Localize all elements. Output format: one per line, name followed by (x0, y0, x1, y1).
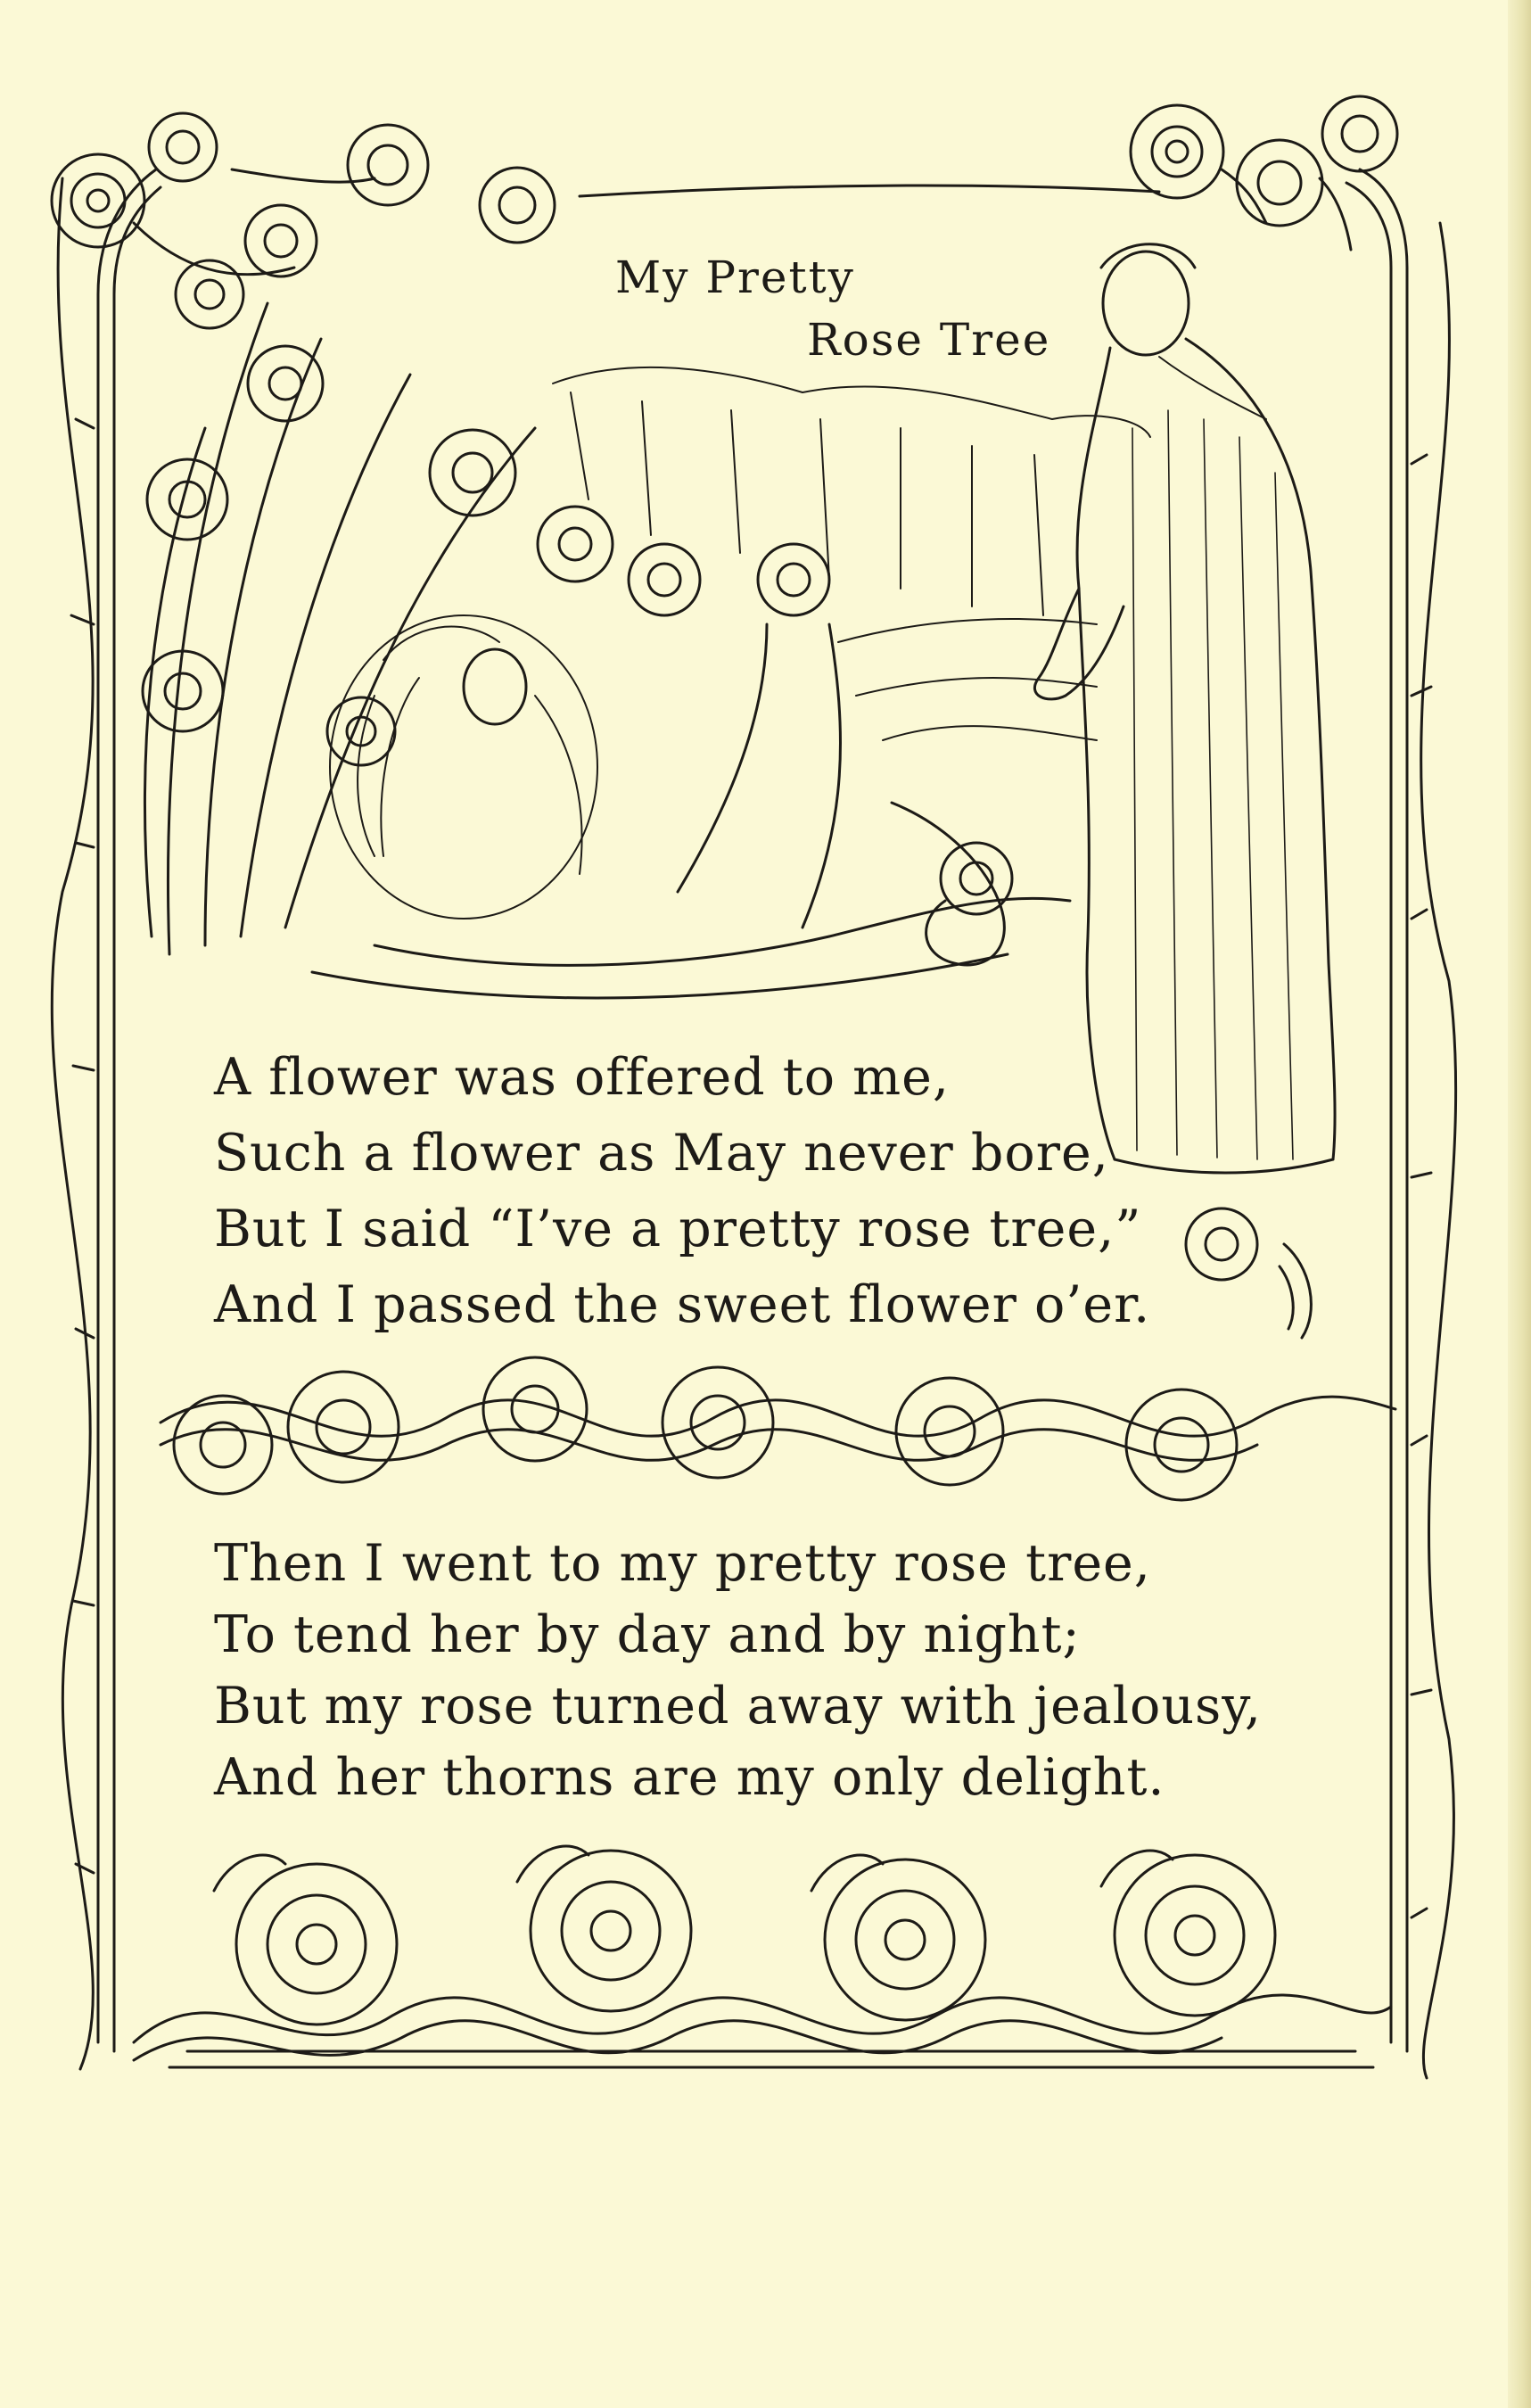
stanza-2-line-1: Then I went to my pretty rose tree, (214, 1534, 1151, 1593)
stanza-1-line-2: Such a flower as May never bore, (214, 1124, 1109, 1183)
stanza-2-line-2: To tend her by day and by night; (214, 1605, 1081, 1664)
title-line-2: Rose Tree (807, 314, 1051, 366)
stanza-2-line-4: And her thorns are my only delight. (214, 1748, 1165, 1807)
corner-roses-top-right (1131, 96, 1397, 250)
robed-figure (1034, 244, 1335, 1173)
stanza-1-line-1: A flower was offered to me, (214, 1048, 951, 1107)
corner-roses-top-left (52, 113, 555, 276)
title-line-1: My Pretty (615, 252, 855, 303)
stanza-2-line-3: But my rose turned away with jealousy, (214, 1677, 1263, 1736)
stanza-1-line-4: And I passed the sweet flower o’er. (214, 1275, 1151, 1334)
rose-thicket (143, 260, 1070, 998)
stanza-1-line-3: But I said “I’ve a pretty rose tree,” (214, 1200, 1142, 1258)
background-grove (553, 367, 1150, 740)
